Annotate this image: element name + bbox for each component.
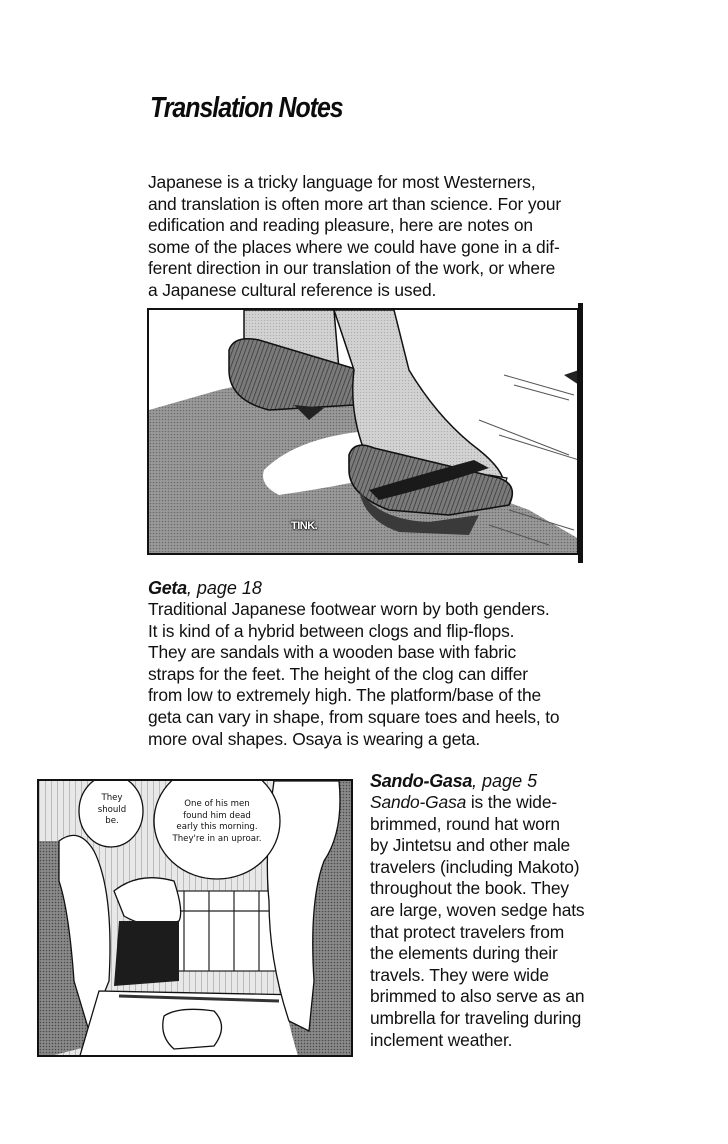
note-line: geta can vary in shape, from square toes and heels, to [148, 706, 560, 727]
sfx-text: TINK. [291, 520, 318, 532]
geta-illustration-panel [147, 308, 579, 555]
note-line: inclement weather. [370, 1029, 513, 1050]
note-line: more oval shapes. Osaya is wearing a geta. [148, 728, 481, 749]
note-line: brimmed, round hat worn [370, 813, 560, 834]
sando-gasa-illustration-panel [37, 779, 353, 1057]
intro-line: a Japanese cultural reference is used. [148, 279, 437, 300]
note-line: from low to extremely high. The platform/base of the [148, 685, 542, 706]
page-title: Translation Notes [150, 92, 343, 124]
bubble-line: found him dead [183, 810, 251, 821]
bubble-line: early this morning. [176, 822, 258, 832]
note-page-ref: , page 5 [472, 771, 538, 791]
speech-bubble-right [161, 799, 273, 845]
panel-border-bar [578, 303, 583, 563]
note-term: Sando-Gasa [370, 771, 473, 791]
note-body-sando-gasa [370, 792, 584, 1051]
bubble-line: They're in an uproar. [172, 833, 262, 844]
note-line: travels. They were wide [370, 964, 549, 985]
speech-bubble-left [87, 793, 137, 828]
note-body-geta [148, 599, 559, 750]
note-heading-sando-gasa [370, 770, 537, 792]
note-line: straps for the feet. The height of the clog can differ [148, 663, 528, 684]
note-line: umbrella for traveling during [370, 1007, 582, 1028]
note-line-rest: is the wide- [466, 792, 557, 812]
note-line: throughout the book. They [370, 878, 569, 899]
bubble-line: They [101, 793, 123, 803]
note-term: Geta [148, 578, 187, 598]
bubble-line: One of his men [184, 799, 250, 809]
bubble-line: should [97, 804, 127, 815]
intro-line: ferent direction in our translation of the work, or where [148, 258, 556, 279]
note-line: are large, woven sedge hats [370, 899, 585, 920]
intro-line: and translation is often more art than science. For your [148, 193, 562, 214]
note-page-ref: , page 18 [186, 578, 262, 598]
intro-line: edification and reading pleasure, here are notes on [148, 215, 533, 236]
note-line: by Jintetsu and other male [370, 835, 571, 856]
note-line [370, 792, 584, 814]
note-line: that protect travelers from [370, 921, 565, 942]
note-line: Traditional Japanese footwear worn by both genders. [148, 599, 550, 619]
geta-drawing-icon [149, 310, 579, 555]
bubble-line: be. [105, 816, 119, 826]
note-line: travelers (including Makoto) [370, 856, 580, 877]
note-line: It is kind of a hybrid between clogs and flip-flops. [148, 620, 515, 641]
intro-line: Japanese is a tricky language for most Westerners, [148, 172, 536, 192]
note-line: the elements during their [370, 943, 558, 964]
note-line: They are sandals with a wooden base with fabric [148, 642, 517, 663]
note-term-inline: Sando-Gasa [370, 792, 467, 812]
intro-paragraph [148, 172, 618, 302]
note-heading-geta [148, 577, 262, 599]
intro-line: some of the places where we could have gone in a dif- [148, 236, 560, 257]
note-line: brimmed to also serve as an [370, 986, 585, 1007]
